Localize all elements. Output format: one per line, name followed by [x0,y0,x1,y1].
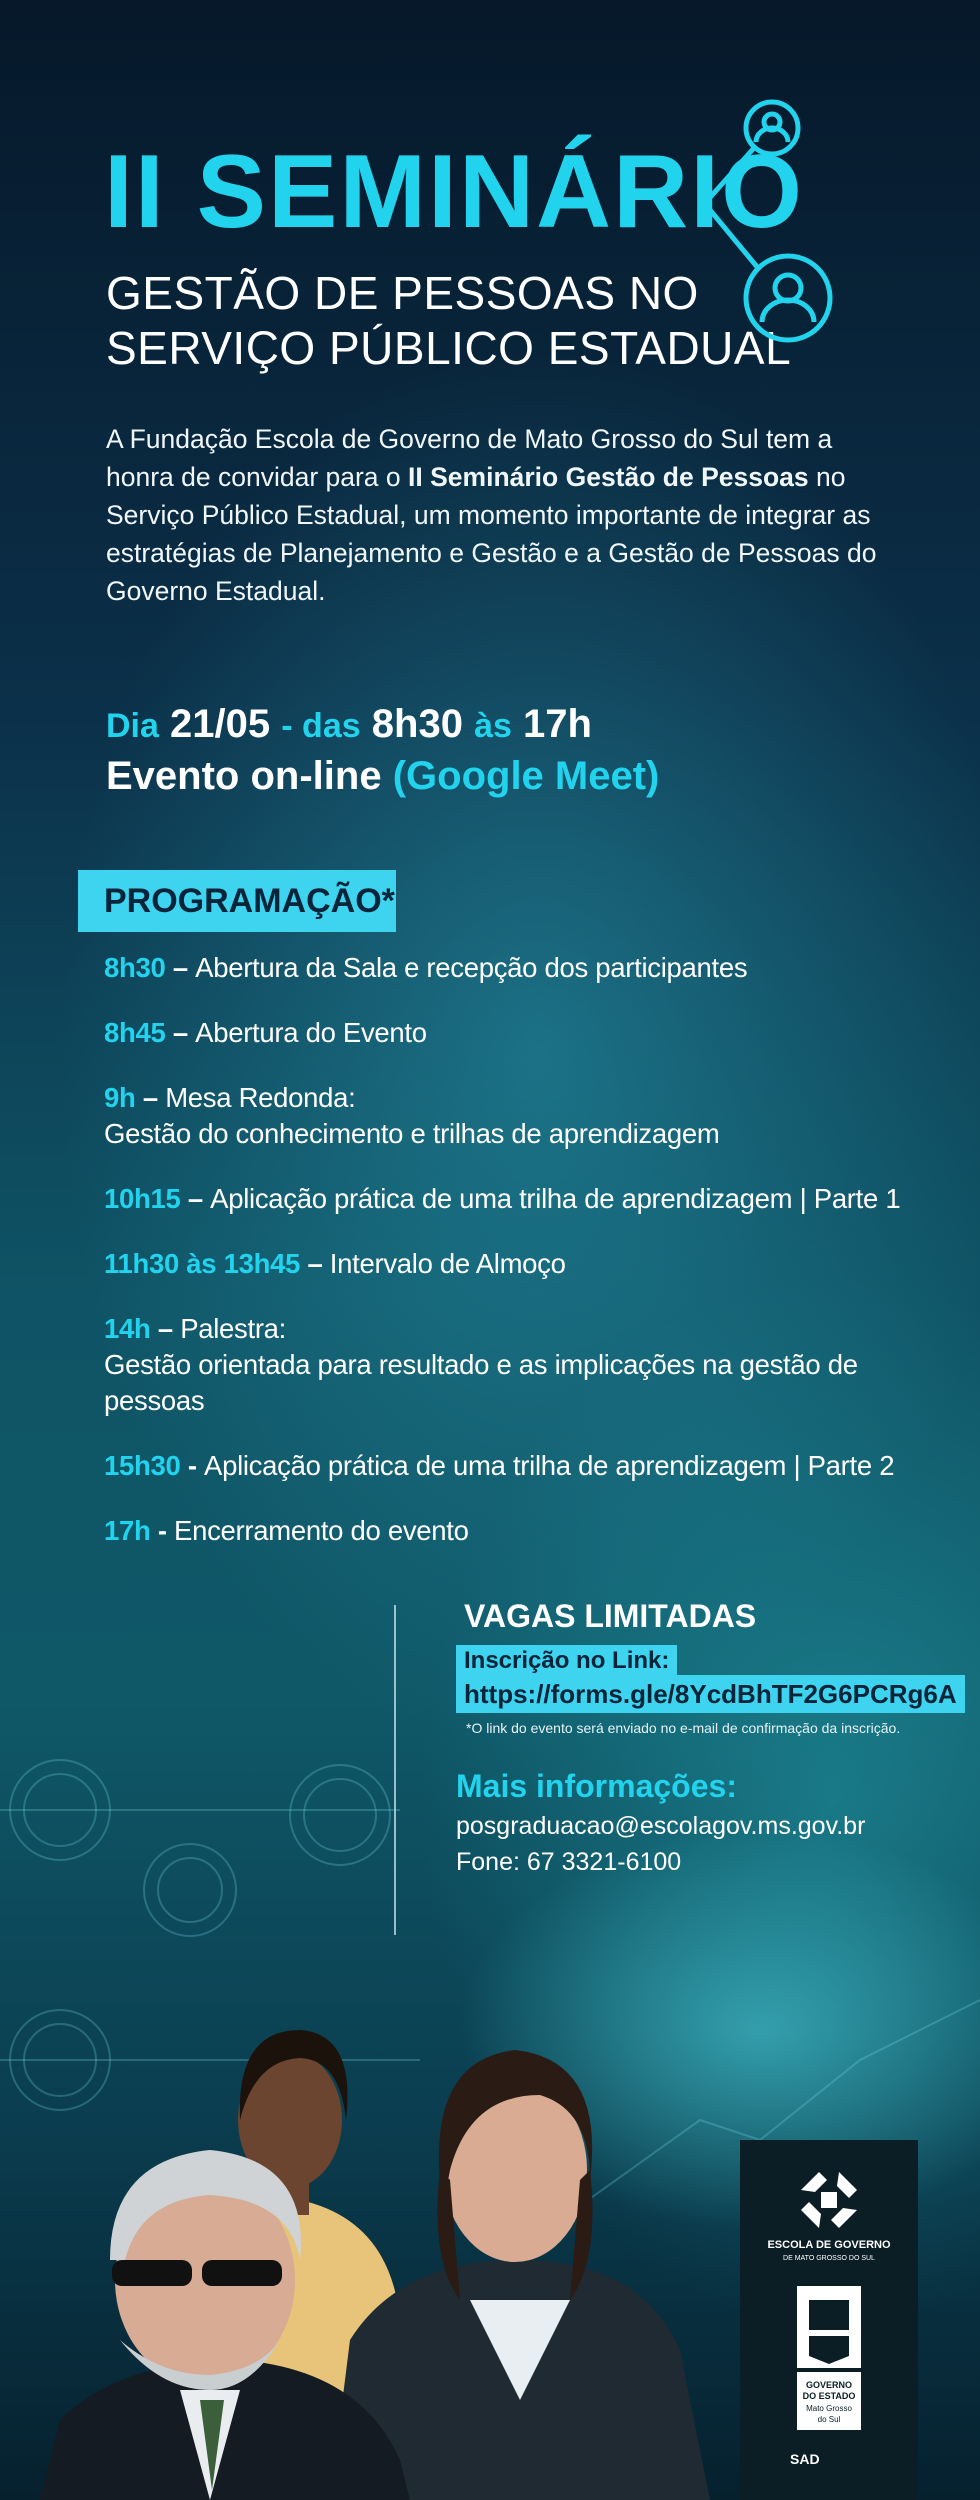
contact-phone: Fone: 67 3321-6100 [456,1848,682,1876]
schedule-text-2: Gestão orientada para resultado e as implicações na gestão de pessoas [104,1349,858,1416]
online-label: Evento on-line [106,754,382,798]
schedule-separator: – [165,952,196,983]
schedule-separator: – [180,1183,211,1214]
day-label: Dia [106,707,159,745]
logos-panel [740,2140,918,2500]
schedule-separator: - [180,1450,205,1481]
schedule-item [104,1448,944,1484]
seminar-title: II SEMINÁRIO [104,134,805,250]
vagas-title: VAGAS LIMITADAS [464,1598,757,1634]
schedule-text: Abertura do Evento [195,1017,427,1048]
schedule-time: 9h [104,1082,136,1113]
schedule-time: 10h15 [104,1183,181,1214]
event-date-line [106,700,592,750]
schedule-text: Aplicação prática de uma trilha de aprendizagem | Parte 1 [210,1183,901,1214]
school-logo-icon [740,2140,918,2440]
gov-line-3: Mato Grosso [806,2404,852,2413]
start-time: 8h30 [371,702,463,746]
seminar-subtitle [106,266,791,376]
schedule-text-2: Gestão do conhecimento e trilhas de aprendizagem [104,1118,720,1149]
event-online-line [106,752,659,800]
schedule-item [104,1080,944,1152]
schedule-list [104,950,944,1578]
schedule-item [104,1015,944,1051]
schedule-time: 14h [104,1313,151,1344]
platform-label: (Google Meet) [392,754,660,798]
schedule-time: 15h30 [104,1450,181,1481]
intro-text-bold: II Seminário Gestão de Pessoas [408,462,809,492]
event-date: 21/05 [170,702,271,746]
subtitle-line-1: GESTÃO DE PESSOAS NO [106,267,699,319]
people-network-icon [700,90,880,370]
from-label: - das [281,707,361,745]
intro-paragraph [106,420,886,610]
gov-line-2: DO ESTADO [802,2391,856,2401]
schedule-text: Abertura da Sala e recepção dos participantes [195,952,748,983]
subtitle-line-2: SERVIÇO PÚBLICO ESTADUAL [106,322,792,374]
schedule-separator: - [150,1515,175,1546]
schedule-separator: – [300,1248,330,1279]
schedule-separator: – [165,1017,196,1048]
contact-title: Mais informações: [456,1768,737,1804]
schedule-time: 8h30 [104,952,166,983]
schedule-item [104,1181,944,1217]
intro-text-2: no Serviço Público Estadual, um momento importante de integrar as estratégias de Planejamento e Gestão e a Gestão de Pessoas do Governo Estadual. [106,462,877,606]
divider-line [394,1605,396,1935]
end-time: 17h [523,702,592,746]
schedule-time: 17h [104,1515,151,1546]
schedule-item [104,950,944,986]
schedule-separator: – [150,1313,181,1344]
schedule-text: Mesa Redonda: [165,1082,356,1113]
registration-link-label: Inscrição no Link: [456,1645,677,1677]
registration-note: *O link do evento será enviado no e-mail de confirmação da inscrição. [466,1720,901,1736]
schedule-time: 8h45 [104,1017,166,1048]
schedule-item [104,1513,944,1549]
schedule-item [104,1311,944,1419]
schedule-item [104,1246,944,1282]
schedule-separator: – [135,1082,166,1113]
intro-text-1: A Fundação Escola de Governo de Mato Grosso do Sul tem a honra de convidar para o [106,424,833,492]
gov-line-1: GOVERNO [805,2380,853,2390]
schedule-text: Palestra: [180,1313,287,1344]
program-title-badge: PROGRAMAÇÃO* [78,870,396,932]
registration-link[interactable]: https://forms.gle/8YcdBhTF2G6PCRg6A [456,1675,965,1713]
gov-line-4: do Sul [817,2415,841,2424]
schedule-time: 11h30 às 13h45 [104,1248,301,1279]
contact-email[interactable]: posgraduacao@escolagov.ms.gov.br [456,1812,866,1840]
schedule-text: Aplicação prática de uma trilha de aprendizagem | Parte 2 [204,1450,895,1481]
school-subname: DE MATO GROSSO DO SUL [783,2255,875,2262]
sad-label: SAD [790,2451,820,2467]
schedule-text: Intervalo de Almoço [329,1248,566,1279]
to-label: às [474,707,512,745]
school-name: ESCOLA DE GOVERNO [767,2239,891,2251]
schedule-text: Encerramento do evento [174,1515,469,1546]
